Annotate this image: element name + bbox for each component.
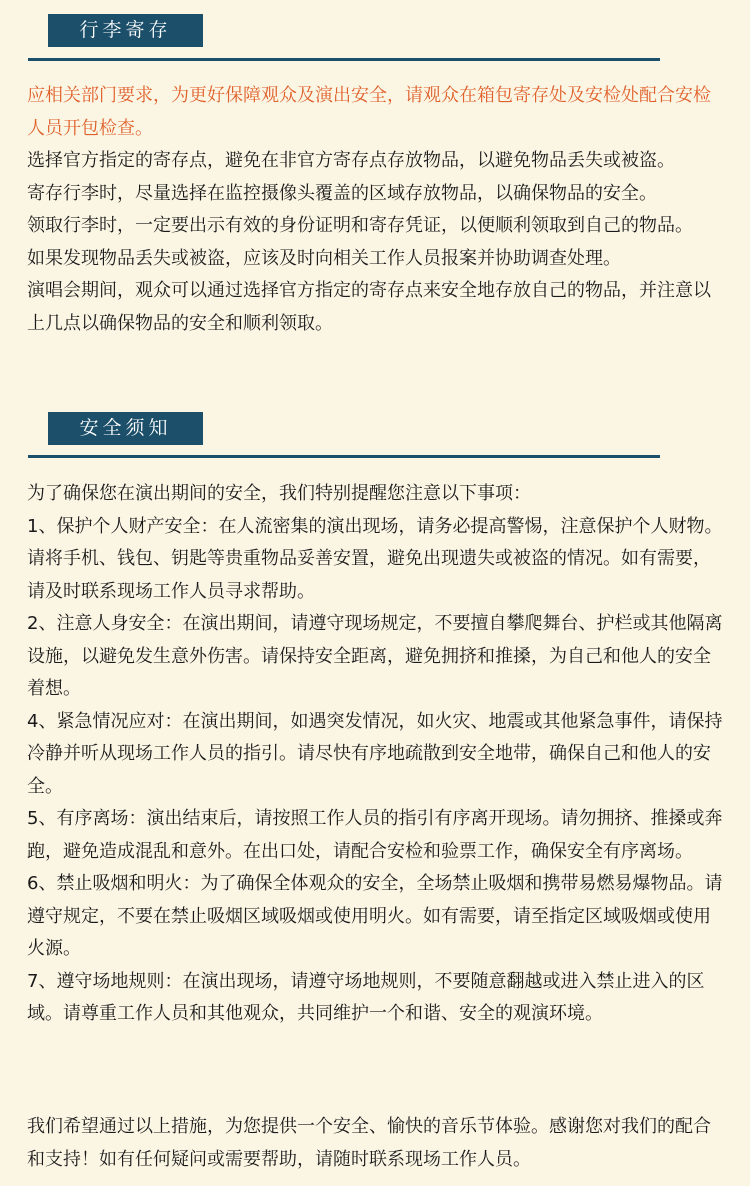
closing-content bbox=[27, 1111, 727, 1176]
safety-item: 6、禁止吸烟和明火：为了确保全体观众的安全，全场禁止吸烟和携带易燃易爆物品。请遵守规定，不要在禁止吸烟区域吸烟或使用明火。如有需要，请至指定区域吸烟或使用火源。 bbox=[27, 873, 723, 959]
storage-warning: 应相关部门要求，为更好保障观众及演出安全，请观众在箱包寄存处及安检处配合安检人员开包检查。 bbox=[27, 85, 711, 139]
storage-section-divider bbox=[28, 58, 660, 61]
safety-intro: 为了确保您在演出期间的安全，我们特别提醒您注意以下事项： bbox=[27, 483, 531, 504]
storage-paragraph: 领取行李时，一定要出示有效的身份证明和寄存凭证，以便顺利领取到自己的物品。 bbox=[27, 215, 693, 236]
closing-paragraph: 我们希望通过以上措施，为您提供一个安全、愉快的音乐节体验。感谢您对我们的配合和支持！如有任何疑问或需要帮助，请随时联系现场工作人员。 bbox=[27, 1116, 711, 1170]
safety-item: 2、注意人身安全：在演出期间，请遵守现场规定，不要擅自攀爬舞台、护栏或其他隔离设施，以避免发生意外伤害。请保持安全距离，避免拥挤和推搡，为自己和他人的安全着想。 bbox=[27, 613, 723, 699]
storage-section-title: 行李寄存 bbox=[48, 14, 203, 47]
safety-content bbox=[27, 478, 727, 1031]
storage-paragraph: 演唱会期间，观众可以通过选择官方指定的寄存点来安全地存放自己的物品，并注意以上几点以确保物品的安全和顺利领取。 bbox=[27, 280, 711, 334]
storage-paragraph: 选择官方指定的寄存点，避免在非官方寄存点存放物品，以避免物品丢失或被盗。 bbox=[27, 150, 675, 171]
safety-item: 4、紧急情况应对：在演出期间，如遇突发情况，如火灾、地震或其他紧急事件，请保持冷静并听从现场工作人员的指引。请尽快有序地疏散到安全地带，确保自己和他人的安全。 bbox=[27, 710, 723, 797]
safety-section-header bbox=[28, 412, 660, 462]
safety-item: 7、遵守场地规则：在演出现场，请遵守场地规则，不要随意翻越或进入禁止进入的区域。请尊重工作人员和其他观众，共同维护一个和谐、安全的观演环境。 bbox=[27, 970, 705, 1024]
safety-item: 1、保护个人财产安全：在人流密集的演出现场，请务必提高警惕，注意保护个人财物。请将手机、钱包、钥匙等贵重物品妥善安置，避免出现遗失或被盗的情况。如有需要，请及时联系现场工作人员寻求帮助。 bbox=[27, 515, 723, 602]
safety-section-divider bbox=[28, 455, 660, 458]
storage-paragraph: 寄存行李时，尽量选择在监控摄像头覆盖的区域存放物品，以确保物品的安全。 bbox=[27, 182, 657, 204]
safety-section-title: 安全须知 bbox=[48, 412, 203, 445]
storage-section-header bbox=[28, 14, 660, 64]
storage-content bbox=[27, 80, 727, 340]
safety-item: 5、有序离场：演出结束后，请按照工作人员的指引有序离开现场。请勿拥挤、推搡或奔跑，避免造成混乱和意外。在出口处，请配合安检和验票工作，确保安全有序离场。 bbox=[27, 808, 723, 862]
storage-paragraph: 如果发现物品丢失或被盗，应该及时向相关工作人员报案并协助调查处理。 bbox=[27, 247, 621, 269]
